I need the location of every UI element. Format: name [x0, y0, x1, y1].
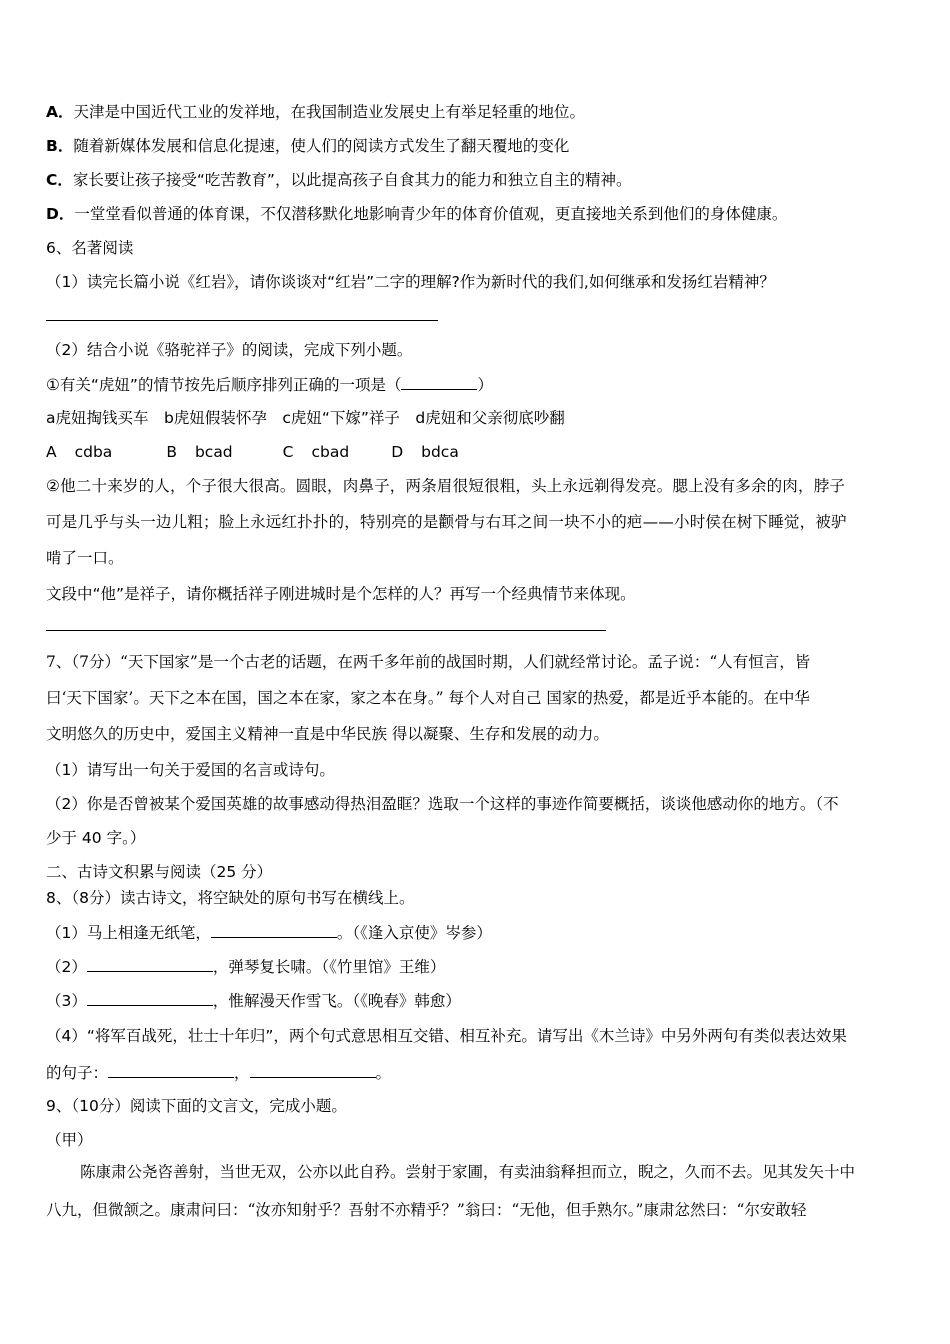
q8-item4-blank-2[interactable] — [250, 1062, 376, 1078]
q8-item-4-line1: （4）“将军百战死，壮士十年归”，两个句式意思相互交错、相互补充。请写出《木兰诗》中另外两句有类似表达效果 — [46, 1027, 847, 1045]
q9-jia-label: （甲） — [46, 1131, 93, 1149]
q7-part2-line: （2）你是否曾被某个爱国英雄的故事感动得热泪盈眶？选取一个这样的事迹作简要概括，谈谈他感动你的地方。（不 — [46, 795, 839, 813]
q8-item-1: （1）马上相逢无纸笔， 。（《逢入京使》岑参） — [46, 924, 492, 942]
q9-passage-line: 八九，但微颔之。康肃问曰：“汝亦知射乎？吾射不亦精乎？”翁曰：“无他，但手熟尔。”康肃忿然曰：“尔安敢轻 — [46, 1201, 807, 1219]
q6-events: a虎妞掏钱买车 b虎妞假装怀孕 c虎妞“下嫁”祥子 d虎妞和父亲彻底吵翻 — [46, 409, 565, 427]
q8-item1-blank[interactable] — [211, 922, 337, 938]
q7-passage-line: 7、（7分）“天下国家”是一个古老的话题，在两千多年前的战国时期，人们就经常讨论。孟子说：“人有恒言，皆 — [46, 653, 811, 671]
q9-heading: 9、（10分）阅读下面的文言文，完成小题。 — [46, 1097, 347, 1115]
q6-sub1-blank[interactable] — [401, 374, 477, 390]
q8-item3-blank[interactable] — [87, 990, 213, 1006]
q6-sub2-line: 可是几乎与头一边儿粗；脸上永远红扑扑的，特别亮的是颧骨与右耳之间一块不小的疤——小时侯在树下睡觉，被驴 — [46, 513, 847, 531]
q8-item-2: （2） ，弹琴复长啸。（《竹里馆》王维） — [46, 958, 446, 976]
q5-option-b: B．随着新媒体发展和信息化提速，使人们的阅读方式发生了翻天覆地的变化 — [46, 137, 570, 155]
q8-item2-blank[interactable] — [87, 956, 213, 972]
q9-passage-line: 陈康肃公尧咨善射，当世无双，公亦以此自矜。尝射于家圃，有卖油翁释担而立，睨之，久而不去。见其发矢十中 — [80, 1163, 856, 1181]
q5-option-d: D．一堂堂看似普通的体育课，不仅潜移默化地影响青少年的体育价值观，更直接地关系到他们的身体健康。 — [46, 205, 788, 223]
q6-part1-answer-line[interactable] — [46, 320, 438, 321]
q5-option-a: A．天津是中国近代工业的发祥地，在我国制造业发展史上有举足轻重的地位。 — [46, 103, 586, 121]
q6-part1: （1）读完长篇小说《红岩》，请你谈谈对“红岩”二字的理解?作为新时代的我们,如何继承和发扬红岩精神？ — [46, 273, 775, 291]
q8-heading: 8、（8分）读古诗文，将空缺处的原句书写在横线上。 — [46, 889, 415, 907]
q6-choices: A cdba B bcad C cbad D bdca — [46, 443, 459, 461]
q6-sub2-question: 文段中“他”是祥子，请你概括祥子刚进城时是个怎样的人？再写一个经典情节来体现。 — [46, 585, 636, 603]
section-2-heading: 二、古诗文积累与阅读（25 分） — [46, 863, 273, 881]
q8-item4-blank-1[interactable] — [108, 1062, 234, 1078]
q8-item-4-line2: 的句子： ， 。 — [46, 1064, 392, 1082]
q6-part2: （2）结合小说《骆驼祥子》的阅读，完成下列小题。 — [46, 341, 413, 359]
q7-passage-line: 曰‘天下国家’。天下之本在国，国之本在家，家之本在身。” 每个人对自己 国家的热爱，都是近乎本能的。在中华 — [46, 689, 810, 707]
q8-item-3: （3） ，惟解漫天作雪飞。（《晚春》韩愈） — [46, 992, 461, 1010]
q6-heading: 6、名著阅读 — [46, 239, 134, 257]
q7-passage-line: 文明悠久的历史中，爱国主义精神一直是中华民族 得以凝聚、生存和发展的动力。 — [46, 725, 609, 743]
q6-sub2-line: ②他二十来岁的人，个子很大很高。圆眼，肉鼻子，两条眉很短很粗，头上永远剃得发亮。腮上没有多余的肉，脖子 — [46, 477, 846, 495]
q7-part1: （1）请写出一句关于爱国的名言或诗句。 — [46, 761, 335, 779]
q7-part2-line: 少于 40 字。） — [46, 829, 146, 847]
q6-sub2-answer-line[interactable] — [46, 630, 606, 631]
q5-option-c: C．家长要让孩子接受“吃苦教育”，以此提高孩子自食其力的能力和独立自主的精神。 — [46, 171, 632, 189]
q6-sub2-line: 啃了一口。 — [46, 549, 124, 567]
q6-sub1: ①有关“虎妞”的情节按先后顺序排列正确的一项是（ ） — [46, 376, 493, 394]
